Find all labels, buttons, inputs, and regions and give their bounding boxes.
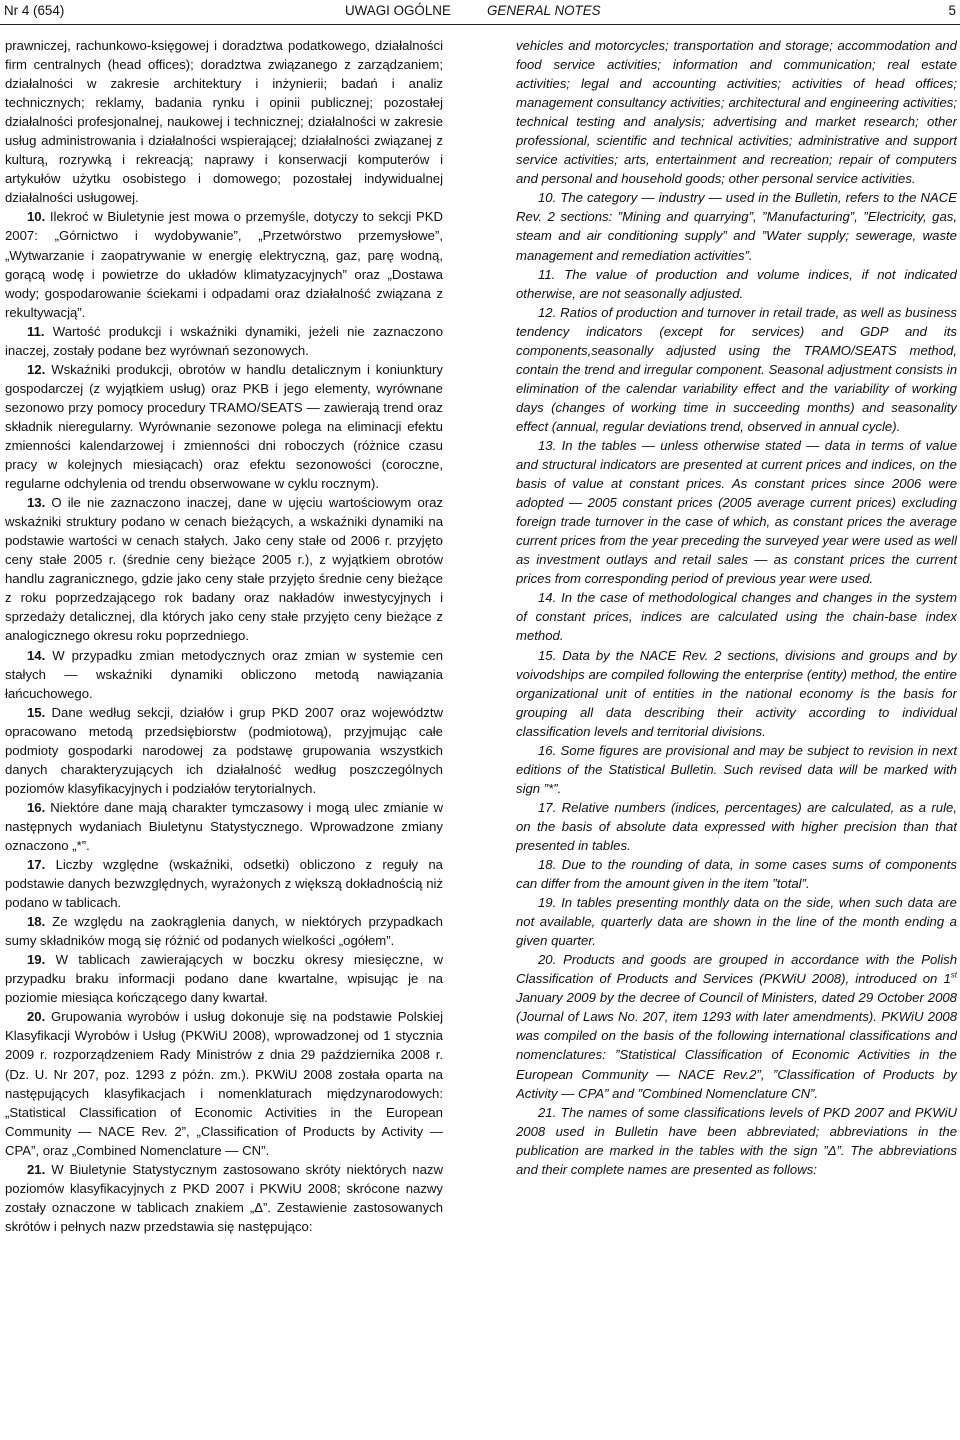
superscript: st <box>950 970 957 980</box>
paragraph-number: 14. <box>538 590 557 606</box>
paragraph-text: Wskaźniki produkcji, obrotów w handlu detalicznym i koniunktury gospodarczej (z wyjątkiem usług) oraz PKB i jego elementy, wyrównane sezonowo przy pomocy procedury TRAMO/SEATS — zawierają trend oraz składnik nieregularny. Wyrównanie sezonowe polega na eliminacji efektu zmienności kalendarzowej i zmienności dni roboczych (różnice czasu pracy w kolejnych miesiącach) oraz efektu sezonowości (coroczne, regularne odchylenia od trendu obserwowane w cyklu rocznym). <box>5 361 443 492</box>
paragraph-text: The names of some classifications levels of PKD 2007 and PKWiU 2008 used in Bulletin have been abbreviated; abbreviations in the publication are marked in the tables with the sign ”Δ”. The abbreviations and their complete names are presented as follows: <box>516 1104 957 1177</box>
paragraph-number: 15. <box>538 647 557 663</box>
paragraph-text: January 2009 by the decree of Council of Ministers, dated 29 October 2008 (Journal of Laws No. 207, item 1293 with later amendments). PKWiU 2008 was compiled on the basis of the following international classifications and nomenclatures: ”Statistical Classification of Economic Activities in the European Community — NACE Rev.2”, ”Classification of Products by Activity — CPA” and ”Combined Nomenclature CN”. <box>516 990 957 1101</box>
paragraph <box>5 322 443 360</box>
paragraph-text: Data by the NACE Rev. 2 sections, divisions and groups and by voivodships are compiled following the enterprise (entity) method, the entire organizational unit of entities in the national economy is the basis for grouping all data describing their activity according to individual classification levels and territorial divisions. <box>516 647 957 739</box>
paragraph-number: 11. <box>538 266 556 282</box>
paragraph-text: W tablicach zawierających w boczku okresy miesięczne, w przypadku braku informacji podano dane kwartalne, wpisując je na poziomie miesiąca kończącego dany kwartał. <box>5 952 443 1006</box>
paragraph-number: 18. <box>538 857 557 873</box>
paragraph <box>5 36 443 207</box>
paragraph <box>5 912 443 950</box>
paragraph <box>516 436 957 588</box>
paragraph-text: Ratios of production and turnover in retail trade, as well as business tendency indicators (except for services) and GDP and its components,seasonally adjusted using the TRAMO/SEATS method, contain the trend and irregular component. Seasonal adjustment consists in elimination of the calendar variability effect and the variability of working days (changes of working time in succeeding months) and seasonality effect (annual, regular deviations trend, observed in annual cycle). <box>516 304 957 434</box>
paragraph-text: vehicles and motorcycles; transportation and storage; accommodation and food service activities; information and communication; real estate activities; legal and accounting activities; activities of head offices; management consultancy activities; architectural and engineering activities; technical testing and analysis; advertising and market research; other professional, scientific and technical activities; administrative and support service activities; arts, entertainment and recreation; repair of computers and personal and household goods; other personal service activities. <box>516 38 957 187</box>
paragraph-number: 12. <box>27 361 46 377</box>
paragraph-number: 17. <box>538 799 557 815</box>
paragraph <box>516 741 957 798</box>
paragraph-number: 21. <box>538 1104 557 1120</box>
paragraph <box>5 950 443 1007</box>
paragraph <box>516 798 957 855</box>
section-title-en: GENERAL NOTES <box>487 3 601 18</box>
paragraph-text: In the case of methodological changes and changes in the system of constant prices, indices are calculated using the chain-base index method. <box>516 590 957 644</box>
paragraph-number: 19. <box>538 895 557 911</box>
paragraph <box>516 950 957 1102</box>
paragraph <box>516 303 957 436</box>
paragraph-number: 19. <box>27 952 46 968</box>
paragraph-number: 16. <box>27 799 46 815</box>
paragraph-number: 14. <box>27 647 46 663</box>
paragraph <box>516 893 957 950</box>
paragraph-text: Dane według sekcji, działów i grup PKD 2007 oraz województw opracowano metodą przedsiębiorstw (podmiotową), przyjmując całe podmioty gospodarki narodowej za podstawę grupowania wszystkich danych charakteryzujących ich działalność według poszczególnych poziomów klasyfikacyjnych i podziałów terytorialnych. <box>5 704 443 796</box>
paragraph-text: Due to the rounding of data, in some cases sums of components can differ from the amount given in the item ”total”. <box>516 857 957 892</box>
paragraph-text: Liczby względne (wskaźniki, odsetki) obliczono z reguły na podstawie danych bezwzględnych, wyrażonych z większą dokładnością niż podano w tablicach. <box>5 857 443 911</box>
paragraph-text: The category — industry — used in the Bulletin, refers to the NACE Rev. 2 sections: ”Mining and quarrying”, ”Manufacturing”, ”Electricity, gas, steam and air conditioning supply” and ”Water supply; sewerage, waste management and remediation activities”. <box>516 190 957 263</box>
paragraph-text: prawniczej, rachunkowo-księgowej i doradztwa podatkowego, działalności firm centralnych (head offices); doradztwa związanego z zarządzaniem; działalności w zakresie architektury i inżynierii; badań i analiz technicznych; reklamy, badania rynku i opinii publicznej; pozostałej działalności profesjonalnej, naukowej i technicznej; działalności w zakresie usług administrowania i działalności wspierającej; działalności związanej z kulturą, rozrywką i rekreacją; naprawy i konserwacji komputerów i artykułów użytku osobistego i domowego; pozostałej indywidualnej działalności usługowej. <box>5 38 443 206</box>
paragraph <box>516 1103 957 1179</box>
paragraph-text: Products and goods are grouped in accordance with the Polish Classification of Products and Services (PKWiU 2008), introduced on 1 <box>516 952 957 987</box>
paragraph-text: In tables presenting monthly data on the side, when such data are not available, quarterly data are shown in the line of the month ending a given quarter. <box>516 895 957 949</box>
paragraph-number: 10. <box>27 209 46 225</box>
paragraph-text: Ilekroć w Biuletynie jest mowa o przemyśle, dotyczy to sekcji PKD 2007: „Górnictwo i wydobywanie”, „Przetwórstwo przemysłowe”, „Wytwarzanie i zaopatrywanie w energię elektryczną, gaz, parę wodną, gorącą wodę i powietrze do układów klimatyzacyjnych” oraz „Dostawa wody; gospodarowanie ściekami i odpadami oraz działalność związana z rekultywacją”. <box>5 209 443 320</box>
paragraph <box>516 265 957 303</box>
paragraph-number: 13. <box>27 495 46 511</box>
paragraph <box>516 188 957 264</box>
paragraph-number: 10. <box>538 190 557 206</box>
paragraph <box>516 588 957 645</box>
paragraph-text: W przypadku zmian metodycznych oraz zmian w systemie cen stałych — wskaźniki dynamiki obliczono metodą nawiązania łańcuchowego. <box>5 647 443 701</box>
paragraph <box>5 207 443 321</box>
paragraph <box>516 855 957 893</box>
paragraph-number: 18. <box>27 914 46 930</box>
paragraph-text: Grupowania wyrobów i usług dokonuje się na podstawie Polskiej Klasyfikacji Wyrobów i Usług (PKWiU 2008), wprowadzonej od 1 stycznia 2009 r. rozporządzeniem Rady Ministrów z dnia 29 października 2008 r. (Dz. U. Nr 207, poz. 1293 z późn. zm.). PKWiU 2008 została oparta na następujących klasyfikacjach i nomenklaturach międzynarodowych: „Statistical Classification of Economic Activities in the European Community — NACE Rev. 2”, „Classification of Products by Activity — CPA”, oraz „Combined Nomenclature — CN”. <box>5 1009 443 1158</box>
paragraph <box>516 646 957 741</box>
paragraph-text: The value of production and volume indices, if not indicated otherwise, are not seasonally adjusted. <box>516 266 957 301</box>
paragraph-number: 15. <box>27 704 46 720</box>
paragraph-text: Ze względu na zaokrąglenia danych, w niektórych przypadkach sumy składników mogą się różnić od podanych wielkości „ogółem”. <box>5 914 443 949</box>
page-number: 5 <box>948 3 956 18</box>
paragraph-text: Relative numbers (indices, percentages) are calculated, as a rule, on the basis of absolute data expressed with higher precision than that presented in tables. <box>516 799 957 853</box>
paragraph-number: 12. <box>538 304 557 320</box>
paragraph-text: In the tables — unless otherwise stated — data in terms of value and structural indicators are presented at current prices and indices, on the basis of value at constant prices. As constant prices since 2006 were adopted — 2005 constant prices (2005 average current prices) excluding foreign trade turnover in the case of which, as constant prices the average current prices from the year preceding the surveyed year were used as well as investment outlays and retail sales — as constant prices the current prices from corresponding period of previous year were used. <box>516 437 957 587</box>
paragraph-number: 20. <box>27 1009 46 1025</box>
paragraph-text: Some figures are provisional and may be subject to revision in next editions of the Statistical Bulletin. Such revised data will be marked with sign ”*”. <box>516 742 957 796</box>
paragraph-number: 20. <box>538 952 557 968</box>
paragraph-number: 21. <box>27 1161 46 1177</box>
paragraph-number: 16. <box>538 742 557 758</box>
paragraph <box>5 646 443 703</box>
paragraph <box>516 36 957 188</box>
header-rule <box>0 24 960 25</box>
paragraph <box>5 1007 443 1159</box>
paragraph-number: 11. <box>27 323 45 339</box>
paragraph-number: 13. <box>538 437 557 453</box>
paragraph-number: 17. <box>27 857 46 873</box>
section-title-pl: UWAGI OGÓLNE <box>345 3 451 18</box>
polish-text-column <box>5 36 443 1436</box>
paragraph-text: W Biuletynie Statystycznym zastosowano skróty niektórych nazw poziomów klasyfikacyjnych z PKD 2007 i PKWiU 2008; skrócone nazwy zostały oznaczone w tablicach znakiem „Δ”. Zestawienie zastosowanych skrótów i pełnych nazw przedstawia się następująco: <box>5 1161 443 1234</box>
paragraph-text: Niektóre dane mają charakter tymczasowy i mogą ulec zmianie w następnych wydaniach Biuletynu Statystycznego. Wprowadzone zmiany oznaczono „*”. <box>5 799 443 853</box>
english-text-column <box>516 36 957 1436</box>
paragraph <box>5 493 443 645</box>
paragraph <box>5 798 443 855</box>
paragraph <box>5 1160 443 1236</box>
paragraph <box>5 703 443 798</box>
issue-number: Nr 4 (654) <box>4 3 65 18</box>
paragraph <box>5 855 443 912</box>
running-header <box>0 0 960 24</box>
paragraph <box>5 360 443 493</box>
paragraph-text: O ile nie zaznaczono inaczej, dane w ujęciu wartościowym oraz wskaźniki struktury podano w cenach bieżących, a wskaźniki dynamiki na podstawie wartości w cenach stałych. Jako ceny stałe od 2006 r. przyjęto ceny stałe 2005 r. (średnie ceny bieżące 2005 r.), z wyjątkiem obrotów handlu zagranicznego, gdzie jako ceny stałe przyjęto średnie ceny bieżące z roku poprzedzającego rok badany oraz nakładów inwestycyjnych i sprzedaży detalicznej, dla których jako ceny stałe przyjęto ceny bieżące z analogicznego okresu roku poprzedniego. <box>5 495 443 644</box>
paragraph-text: Wartość produkcji i wskaźniki dynamiki, jeżeli nie zaznaczono inaczej, zostały podane bez wyrównań sezonowych. <box>5 323 443 358</box>
